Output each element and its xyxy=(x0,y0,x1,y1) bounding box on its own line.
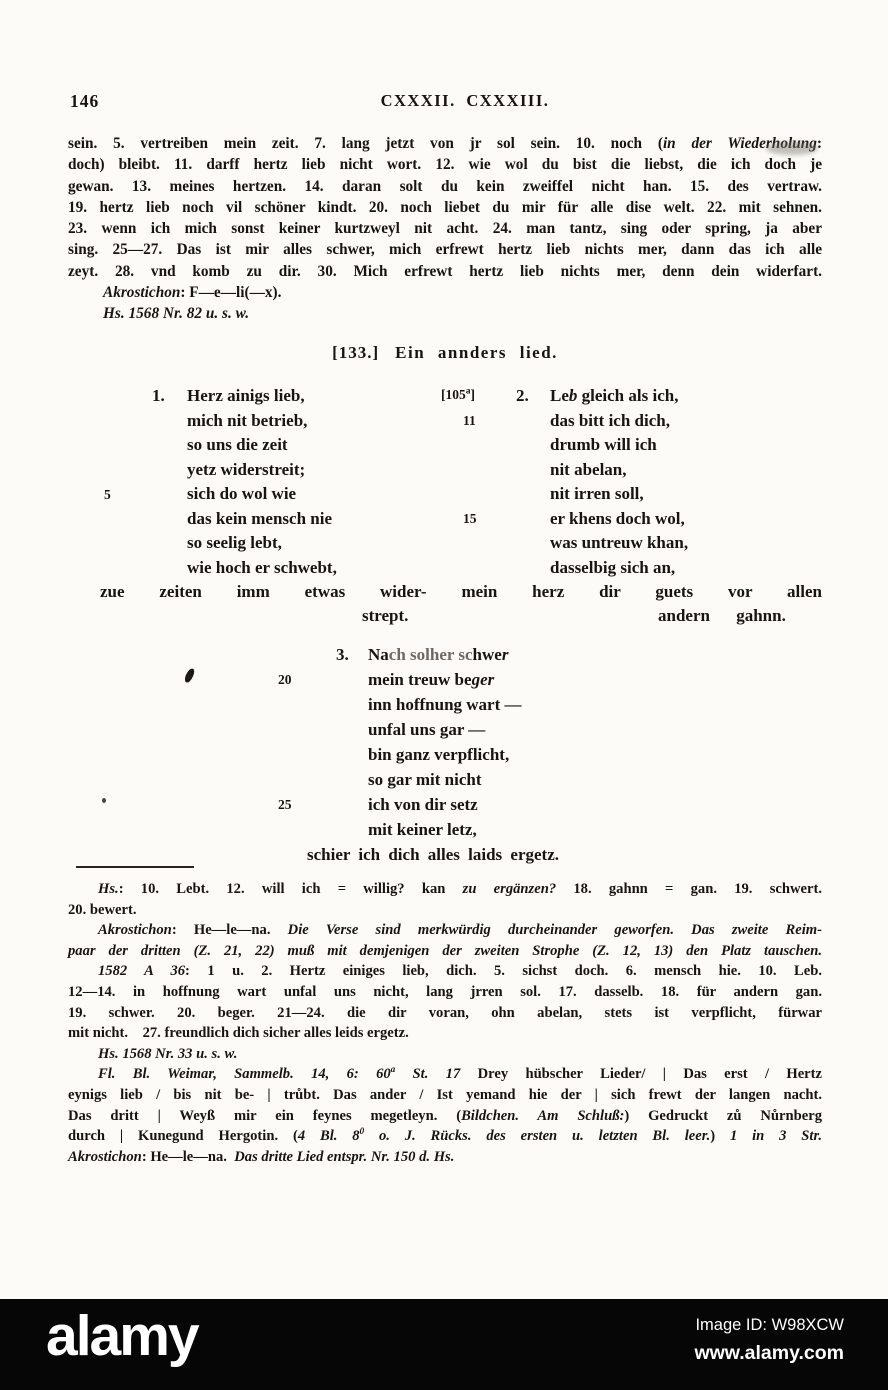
verse-line: nit irren soll, xyxy=(550,484,644,503)
running-title: CXXXII. CXXXIII. xyxy=(380,91,550,110)
apparatus-line: eynigs lieb / bis nit be- | trůbt. Das ander / Ist yemand hie der | sich frewt der langen nacht. xyxy=(68,1086,822,1103)
verse-text: mein treuw be xyxy=(368,670,472,689)
verse-text: gleich als ich, xyxy=(577,386,679,405)
verse-line: so gar mit nicht xyxy=(368,770,482,789)
verse-line: ich von dir setz xyxy=(368,795,478,814)
siglum: Fl. Bl. Weimar, Sammelb. 14, 6: xyxy=(98,1066,359,1083)
verse-line: mit keiner letz, xyxy=(368,820,477,839)
verse-overflow-line xyxy=(100,582,822,602)
verse-line: unfal uns gar — xyxy=(368,720,486,739)
song-title: Ein annders lied. xyxy=(395,343,558,362)
editor-note-italic: Die Verse sind merkwürdig durcheinander geworfen. Das zweite Reim- xyxy=(287,922,822,939)
acrostic-letters: Herz xyxy=(187,386,223,405)
alamy-url[interactable]: www.alamy.com xyxy=(694,1342,844,1364)
apparatus-text: : 1 u. 2. Hertz einiges lieb, dich. 5. sichst doch. 6. mensch hie. 10. Leb. xyxy=(185,963,822,980)
footnote-rule xyxy=(76,866,194,868)
apparatus-line: sing. 25—27. Das ist mir alles schwer, mich erfrewt hertz lieb nichts mer, dann das ich alle xyxy=(68,241,822,259)
editor-note-italic: 1 in 3 Str. xyxy=(729,1128,823,1145)
apparatus-text: : He—le—na. xyxy=(141,1148,235,1165)
verse-line: strept. xyxy=(362,606,409,625)
alamy-logo[interactable]: alamy xyxy=(46,1304,198,1368)
apparatus-line xyxy=(68,1064,822,1085)
verse-line: bin ganz verpflicht, xyxy=(368,745,510,764)
apparatus-line: 19. schwer. 20. beger. 21—24. die dir voran, ohn abelan, stets ist verpflicht, fürwar xyxy=(68,1004,822,1021)
verse-line: wie hoch er schwebt, xyxy=(187,558,337,577)
page-number: 146 xyxy=(70,91,100,111)
line-number-15: 15 xyxy=(463,511,477,526)
apparatus-text: ) xyxy=(710,1128,730,1145)
folio-superscript: a xyxy=(465,386,471,397)
line-number-25: 25 xyxy=(278,797,292,812)
speck-artifact xyxy=(102,798,106,803)
song-apparatus xyxy=(68,879,822,1167)
image-id: Image ID: W98XCW xyxy=(695,1316,844,1334)
ink-smudge-artifact xyxy=(766,142,818,155)
apparatus-line: paar der dritten (Z. 21, 22) muß mit demjenigen der zweiten Strophe (Z. 12, 13) den Platz tauschen. xyxy=(68,942,822,959)
editor-note-italic: zu ergänzen? xyxy=(462,881,557,897)
verse-line xyxy=(368,645,508,665)
apparatus-line: zeyt. 28. vnd komb zu dir. 30. Mich erfrewt hertz lieb nichts mer, denn dein widerfart. xyxy=(68,262,822,280)
apparatus-line: mit nicht. 27. freundlich dich sicher alles leids ergetz. xyxy=(68,1025,409,1042)
acrostic-letters: Le xyxy=(550,386,569,405)
verse-line xyxy=(550,386,678,406)
apparatus-text-italic: in der Wiederholung xyxy=(662,135,817,152)
apparatus-text: durch | Kunegund Hergotin. ( xyxy=(68,1128,298,1145)
apparatus-line xyxy=(68,879,822,900)
acrostic-value: : F—e—li(—x). xyxy=(180,284,282,302)
song-heading xyxy=(68,343,822,363)
verse-line xyxy=(187,386,305,406)
apparatus-text: Das dritt | Weyß mir ein feynes megetleyn. ( xyxy=(68,1107,462,1124)
apparatus-line: doch) bleibt. 11. darff hertz lieb nicht wort. 12. wie wol du bist die liebst, die ich doch je xyxy=(68,156,822,174)
apparatus-text: St. 17 xyxy=(395,1066,461,1083)
verse-text: ainigs lieb, xyxy=(222,386,305,405)
verse-line xyxy=(368,670,494,690)
editor-note-italic: Bildchen. Am Schluß: xyxy=(461,1107,625,1124)
folio-text: [105 xyxy=(441,387,466,402)
verse-line: er khens doch wol, xyxy=(550,509,685,528)
emended-letter: b xyxy=(568,386,578,405)
source-note: Hs. 1568 Nr. 82 u. s. w. xyxy=(103,305,250,323)
verse-line: so uns die zeit xyxy=(187,435,288,454)
editor-note-italic: 4 Bl. 8 xyxy=(297,1128,360,1145)
editor-note-italic: o. J. Rücks. des ersten u. letzten Bl. leer. xyxy=(364,1128,711,1145)
verse-line: drumb will ich xyxy=(550,435,657,454)
apparatus-line: 23. wenn ich mich sonst keiner kurtzweyl nit acht. 24. man tantz, sing oder spring, ja aber xyxy=(68,220,822,238)
acrostic-letters: Na xyxy=(368,645,389,664)
verse-line: das bitt ich dich, xyxy=(550,411,670,430)
verse-line: was untreuw khan, xyxy=(550,533,689,552)
verse-text: hwe xyxy=(472,645,502,664)
line-number-20: 20 xyxy=(278,672,292,687)
watermark-meta xyxy=(694,1316,844,1365)
apparatus-text: 18. gahnn = gan. 19. schwert. xyxy=(556,881,822,897)
verse-line: andern gahnn. xyxy=(658,606,786,625)
verse-text: zue zeiten imm etwas wider- xyxy=(100,582,427,601)
verse-line: dasselbig sich an, xyxy=(550,558,676,577)
verse-line: schier ich dich alles laids ergetz. xyxy=(307,845,559,864)
song-number: [133.] xyxy=(332,343,380,362)
apparatus-line: gewan. 13. meines hertzen. 14. daran solt du kein zweiffel nicht han. 15. des vertraw. xyxy=(68,177,822,195)
verse-line: nit abelan, xyxy=(550,460,627,479)
line-number-11: 11 xyxy=(463,413,476,428)
siglum: 1582 A 36 xyxy=(98,963,186,980)
apparatus-line: 19. hertz lieb noch vil schöner kindt. 20. noch liebet du mir für alle dise welt. 22. mit sehnen. xyxy=(68,198,822,216)
verse-line: yetz widerstreit; xyxy=(187,460,306,479)
siglum: Hs. xyxy=(98,881,119,897)
apparatus-line xyxy=(68,961,822,982)
apparatus-text: : xyxy=(816,135,822,152)
superscript: 0 xyxy=(359,1126,365,1137)
verse-line: so seelig lebt, xyxy=(187,533,282,552)
acrostic-label: Akrostichon xyxy=(98,922,172,939)
apparatus-text: ) Gedruckt zů Nůrnberg xyxy=(624,1107,822,1124)
faded-print: ch solher sc xyxy=(388,645,473,664)
acrostic-label: Akrostichon xyxy=(103,284,181,302)
apparatus-line xyxy=(68,920,822,941)
apparatus-text: 60 xyxy=(358,1066,391,1083)
verse-line: inn hoffnung wart — xyxy=(368,695,522,714)
stanza-number: 3. xyxy=(336,645,349,664)
superscript: a xyxy=(390,1064,396,1075)
verse-text: mein herz dir guets vor allen xyxy=(461,582,823,601)
apparatus-text: : He—le—na. xyxy=(171,922,288,939)
acrostic-note xyxy=(68,282,822,303)
stanza-number: 2. xyxy=(516,386,529,405)
apparatus-line xyxy=(68,133,822,154)
emended-letters: ger xyxy=(471,670,495,689)
apparatus-line xyxy=(68,1106,822,1127)
apparatus-line: 12—14. in hoffnung wart unfal uns nicht, lang jrren sol. 17. dasselb. 18. für andern gan. xyxy=(68,983,822,1000)
watermark-bar xyxy=(0,1299,888,1390)
folio-marker xyxy=(441,387,475,403)
folio-text: ] xyxy=(470,387,475,402)
ink-blot-artifact xyxy=(183,667,195,684)
editor-note-italic: Das dritte Lied entspr. Nr. 150 d. Hs. xyxy=(234,1148,455,1165)
apparatus-line xyxy=(68,1147,822,1168)
source-note: Hs. 1568 Nr. 33 u. s. w. xyxy=(98,1045,238,1062)
apparatus-text: sein. 5. vertreiben mein zeit. 7. lang jetzt von jr sol sein. 10. noch ( xyxy=(68,135,663,152)
verse-line: sich do wol wie xyxy=(187,484,297,503)
stanza-number: 1. xyxy=(152,386,165,405)
line-number-5: 5 xyxy=(104,487,111,502)
verse-line: mich nit betrieb, xyxy=(187,411,308,430)
emended-letter: r xyxy=(501,645,509,664)
apparatus-text: Drey hübscher Lieder/ | Das erst / Hertz xyxy=(460,1066,822,1083)
previous-song-apparatus xyxy=(68,133,822,325)
apparatus-line: 20. bewert. xyxy=(68,901,137,918)
apparatus-line xyxy=(68,1126,822,1147)
apparatus-text: : 10. Lebt. 12. will ich = willig? kan xyxy=(118,881,463,897)
verse-line: das kein mensch nie xyxy=(187,509,332,528)
acrostic-label: Akrostichon xyxy=(68,1148,142,1165)
